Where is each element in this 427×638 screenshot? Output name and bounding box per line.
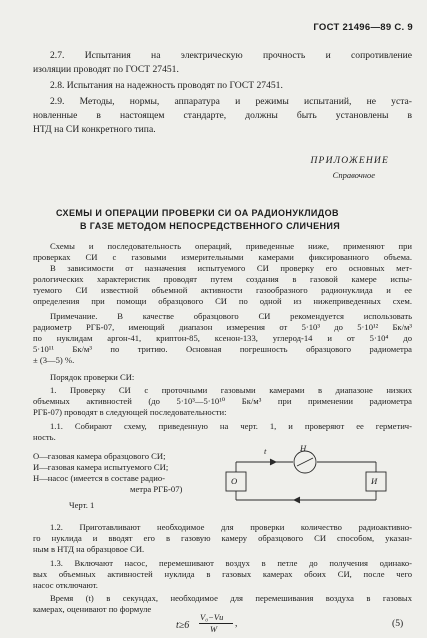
para-2-9-line2: новленные в настоящем стандарте, должны быть установлены в	[33, 110, 412, 121]
intro-line4: рологических характеристик проводят путем создания в газовой камере испы-	[33, 274, 412, 284]
chamber-I-label: И	[371, 476, 378, 486]
order-1-1-line1: 1.1. Собирают схему, приведенную на черт. 1, и проверяют ее герметич-	[50, 421, 412, 431]
note-line1: Примечание. В качестве образцового СИ рекомендуется использовать	[50, 311, 412, 321]
appendix-type: Справочное	[332, 170, 375, 180]
formula-number: (5)	[392, 618, 404, 629]
formula-denominator: W	[210, 624, 218, 634]
legend-H-cont: метра РГБ-07)	[130, 484, 183, 494]
intro-line2: проверках СИ с газовыми измерительными камерами фиксированного объема.	[33, 252, 412, 262]
intro-line5: туемого СИ известной объемной активности газообразного радионуклида и ее	[33, 285, 412, 295]
pump-H-label: Н	[300, 443, 307, 453]
step-1-3-line2: вых объемных активностей нуклида в газовых камерах обоих СИ, после чего	[33, 569, 412, 579]
appendix-title-line1: СХЕМЫ И ОПЕРАЦИИ ПРОВЕРКИ СИ ОА РАДИОНУКЛИДОВ	[56, 208, 339, 218]
note-line2: радиометр РГБ-07, имеющий диапазон измерения от 5·10³ до 5·10¹² Бк/м³	[33, 322, 412, 332]
legend-H: Н—насос (имеется в составе радио-	[33, 473, 166, 483]
intro-line1: Схемы и последовательность операций, приведенные ниже, применяют при	[50, 241, 412, 251]
para-2-8: 2.8. Испытания на надежность проводят по ГОСТ 27451.	[50, 80, 283, 91]
order-1-line1: 1. Проверку СИ с проточными газовыми камерами в диапазоне низких	[50, 385, 412, 395]
step-1-3-line3: насос отключают.	[33, 580, 98, 590]
order-1-1-line2: ность.	[33, 432, 56, 442]
time-line1: Время (t) в секундах, необходимое для перемешивания воздуха в газовых	[50, 593, 412, 603]
appendix-title-line2: В ГАЗЕ МЕТОДОМ НЕПОСРЕДСТВЕННОГО СЛИЧЕНИЯ	[80, 221, 341, 231]
drawing-caption: Черт. 1	[69, 500, 95, 510]
time-line2: камерах, оценивают по формуле	[33, 604, 152, 614]
page-header: ГОСТ 21496—89 С. 9	[313, 22, 413, 33]
step-1-2-line3: ным в НТД на образцовое СИ.	[33, 544, 145, 554]
order-heading: Порядок проверки СИ:	[50, 372, 135, 382]
appendix-label: ПРИЛОЖЕНИЕ	[310, 156, 389, 166]
order-1-line2: объемных активностей (до 5·10³—5·10¹⁰ Бк/м³ при применении радиометра	[33, 396, 412, 406]
para-2-9-line1: 2.9. Методы, нормы, аппаратура и режимы испытаний, не уста-	[50, 96, 412, 107]
legend-O: О—газовая камера образцового СИ;	[33, 451, 166, 461]
step-1-2-line1: 1.2. Приготавливают необходимое для проверки количество радиоактивно-	[50, 522, 412, 532]
intro-line3: В зависимости от назначения испытуемого СИ проверку его основных мет-	[50, 263, 412, 273]
legend-I: И—газовая камера испытуемого СИ;	[33, 462, 169, 472]
note-line4: 5·10¹¹ Бк/м³ по тритию. Основная погрешность образцового радиометра	[33, 344, 412, 354]
para-2-7-line1: 2.7. Испытания на электрическую прочность и сопротивление	[50, 50, 412, 61]
formula-comma: ,	[235, 618, 238, 629]
step-1-3-line1: 1.3. Включают насос, перемешивают воздух в петле до получения одинако-	[50, 558, 412, 568]
intro-line6: определения при помощи образцового СИ по одной из нижеприведенных схем.	[33, 296, 412, 306]
formula-numerator: V₀−Vи	[200, 612, 224, 622]
order-1-line3: РГБ-07) проводят в следующей последовательности:	[33, 407, 227, 417]
formula-lhs: t≥6	[176, 620, 190, 631]
pump-t-label: t	[264, 446, 267, 456]
para-2-7-line2: изоляции проводят по ГОСТ 27451.	[33, 64, 179, 75]
chamber-O-label: О	[231, 476, 238, 486]
para-2-9-line3: НТД на СИ конкретного типа.	[33, 124, 156, 135]
note-line5: ± (3—5) %.	[33, 355, 75, 365]
note-line3: по нуклидам аргон-41, криптон-85, ксенон-133, углерод-14 и от 5·10⁴ до	[33, 333, 412, 343]
step-1-2-line2: го нуклида и вводят его в газовую камеру образцового СИ способом, указан-	[33, 533, 412, 543]
